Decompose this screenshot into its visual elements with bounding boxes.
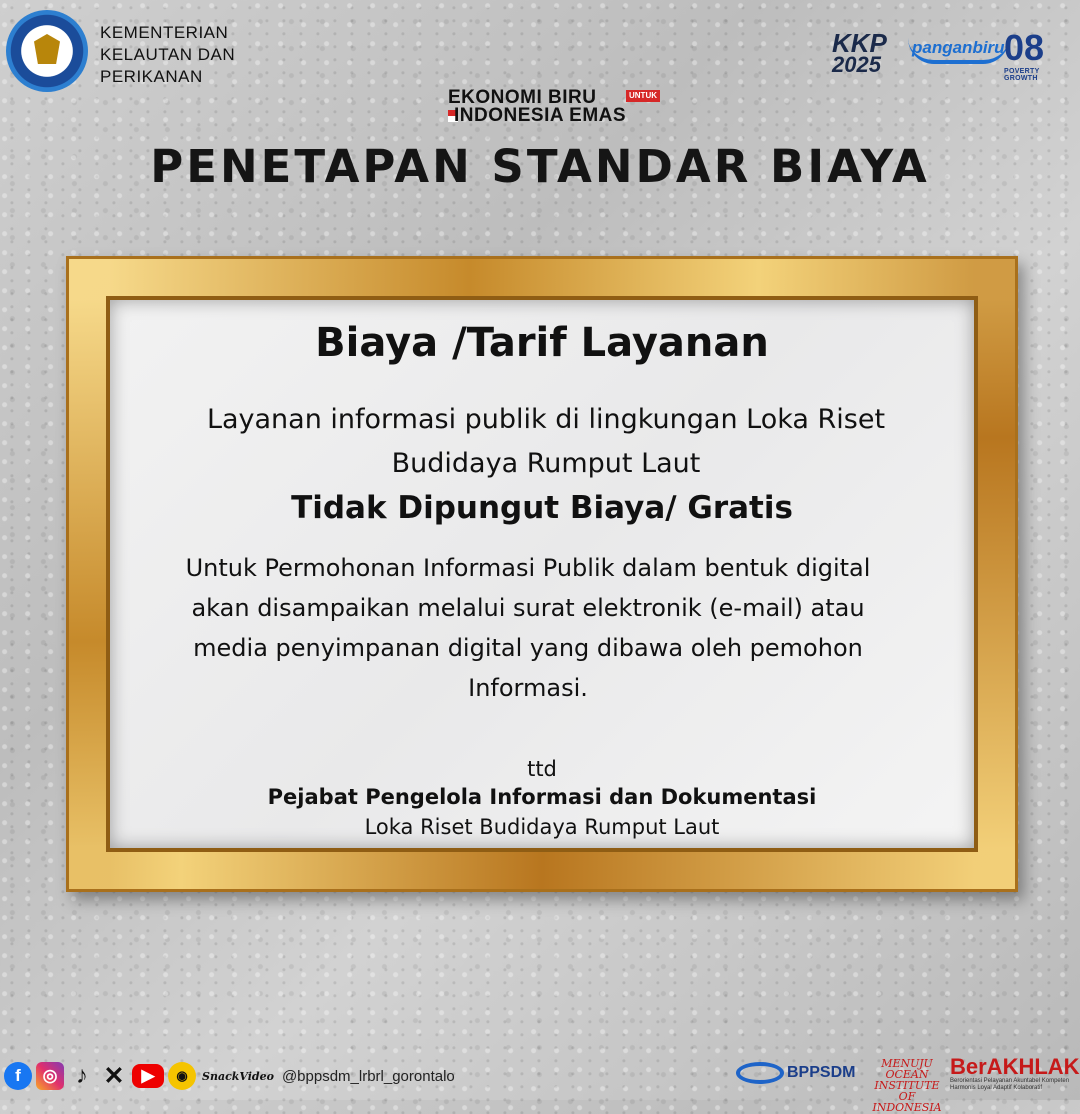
- eco-untuk-badge: UNTUK: [626, 90, 660, 102]
- ocean-line: OCEAN INSTITUTE: [874, 1068, 940, 1092]
- social-row: [4, 1060, 455, 1092]
- snackvideo-label: SnackVideo: [202, 1069, 274, 1083]
- intro-text: Layanan informasi publik di lingkungan Loka Riset Budidaya Rumput Laut: [206, 404, 886, 479]
- ministry-logo: [6, 10, 88, 92]
- ministry-name-line: KEMENTERIAN: [100, 23, 229, 42]
- x-icon[interactable]: ✕: [103, 1062, 125, 1090]
- social-handle[interactable]: @bppsdm_lrbrl_gorontalo: [281, 1067, 455, 1085]
- office-name: Loka Riset Budidaya Rumput Laut: [364, 815, 720, 839]
- eight-percent-logo: 08: [1004, 27, 1045, 68]
- partner-logos: [832, 27, 1072, 82]
- instagram-icon[interactable]: ◎: [36, 1062, 64, 1090]
- ministry-name-line: KELAUTAN DAN: [100, 45, 236, 64]
- bppsdm-label: BPPSDM: [787, 1064, 856, 1081]
- snackvideo-icon[interactable]: ◉: [168, 1062, 196, 1090]
- ocean-line: MENUJU: [881, 1057, 933, 1070]
- panganbiru-logo: panganbiru: [908, 38, 1009, 64]
- tiktok-icon[interactable]: ♪: [76, 1062, 88, 1089]
- official-title: Pejabat Pengelola Informasi dan Dokumentasi: [267, 785, 817, 809]
- youtube-icon[interactable]: ▶: [132, 1064, 164, 1088]
- bppsdm-ring-icon: [736, 1062, 784, 1084]
- ocean-line: OF INDONESIA: [872, 1090, 942, 1114]
- digital-request-text: Untuk Permohonan Informasi Publik dalam bentuk digital akan disampaikan melalui surat elektronik (e-mail) atau media penyimpanan digital yang dibawa oleh pemohon Informasi.: [185, 554, 871, 702]
- ekonomi-biru-logo: [448, 88, 672, 126]
- ministry-name-line: PERIKANAN: [100, 67, 203, 86]
- signature-mark: ttd: [527, 757, 557, 781]
- eco-line1: EKONOMI BIRU: [448, 87, 597, 108]
- ministry-name: [100, 22, 260, 88]
- card-heading: Biaya /Tarif Layanan: [315, 320, 769, 366]
- facebook-icon[interactable]: f: [4, 1062, 32, 1090]
- berakhlak-tagline: Berorientasi Pelayanan Akuntabel Kompeten Harmonis Loyal Adaptif Kolaboratif: [950, 1078, 1070, 1091]
- eight-percent-subtitle: POVERTY GROWTH: [1004, 68, 1040, 82]
- kkp-2025-logo: [832, 28, 887, 77]
- kkp-label: KKP: [832, 28, 887, 58]
- ocean-institute-logo: [864, 1058, 950, 1113]
- berakhlak-logo: BerAKHLAK: [950, 1054, 1080, 1079]
- garuda-emblem-icon: [34, 34, 60, 64]
- kkp-year: 2025: [832, 52, 881, 77]
- bppsdm-logo: [736, 1062, 855, 1084]
- eco-line2: INDONESIA EMAS: [454, 105, 627, 126]
- page-title: PENETAPAN STANDAR BIAYA: [150, 140, 930, 193]
- free-of-charge-text: Tidak Dipungut Biaya/ Gratis: [291, 490, 793, 526]
